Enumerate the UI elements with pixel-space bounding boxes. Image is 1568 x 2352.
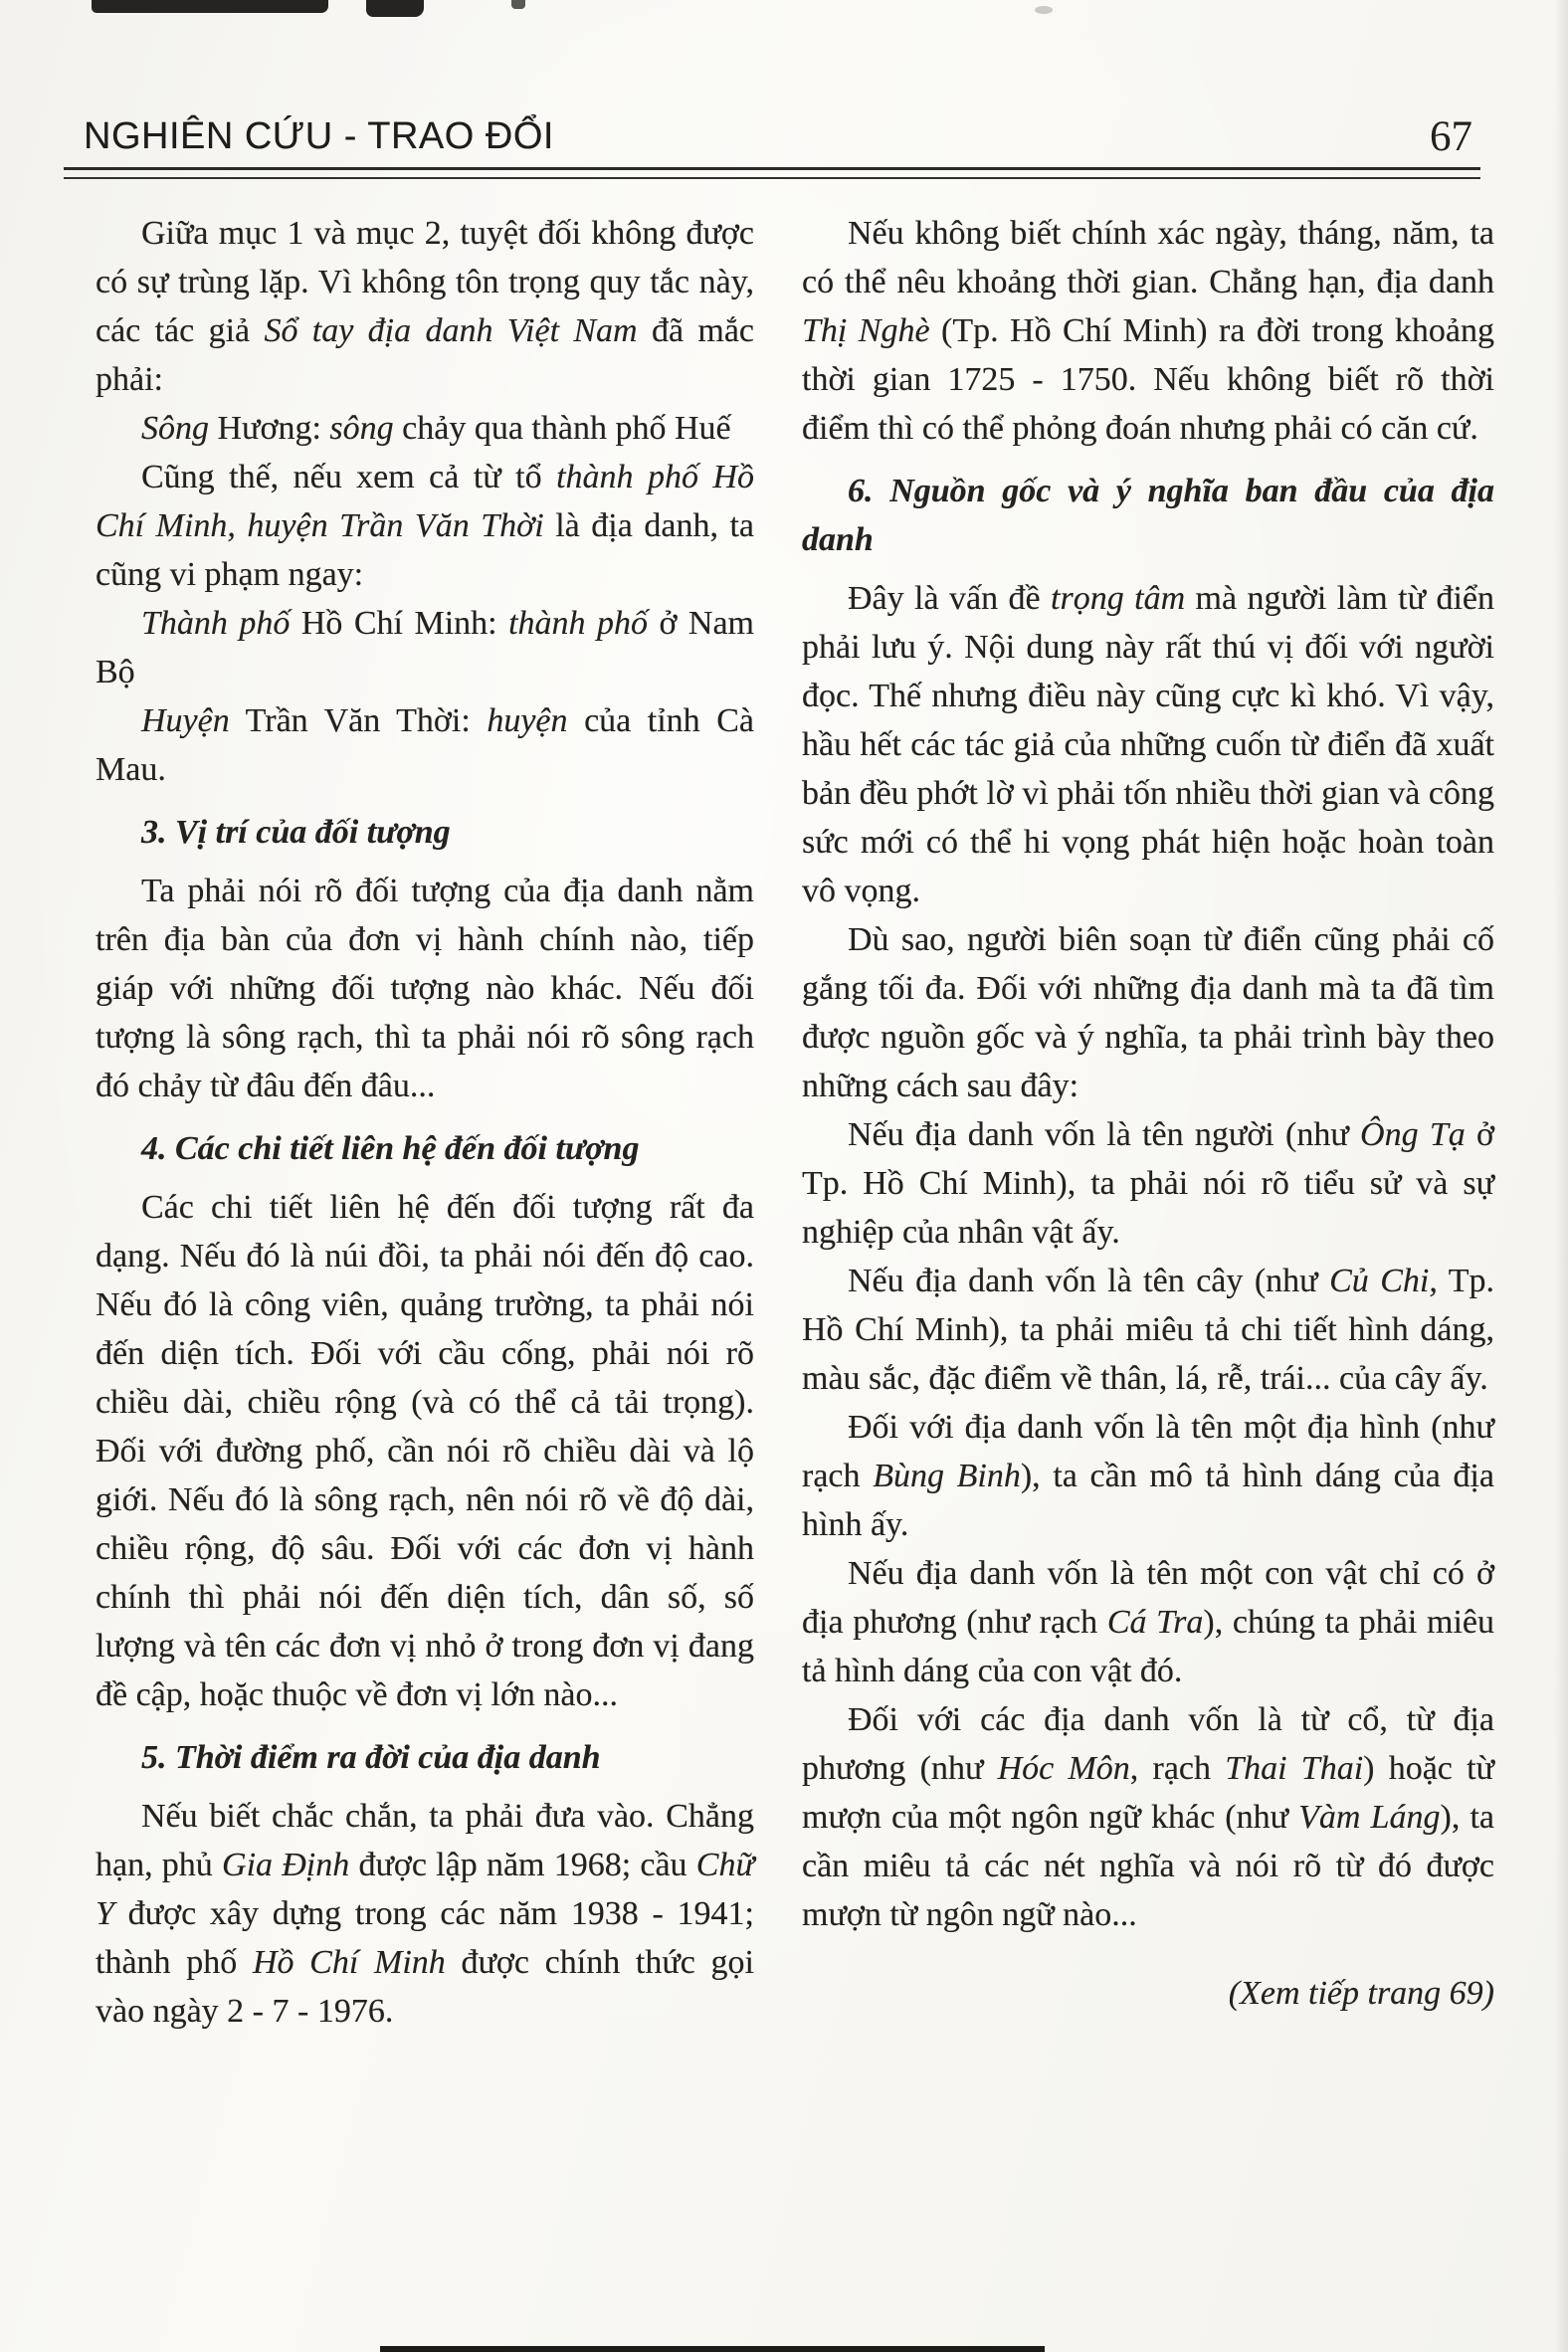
text-run: Đối với các địa danh vốn là từ cổ, từ địa phương (như bbox=[802, 1701, 1494, 1787]
paragraph bbox=[802, 1695, 1494, 1939]
text-run: 4. Các chi tiết liên hệ đến đối tượng bbox=[141, 1130, 640, 1167]
section-heading bbox=[96, 1124, 754, 1173]
italic-run: Hồ Chí Minh bbox=[252, 1944, 446, 1981]
italic-run: Củ Chi, bbox=[1329, 1263, 1438, 1299]
italic-run: Cá Tra bbox=[1106, 1604, 1204, 1641]
text-run: chảy qua thành phố Huế bbox=[393, 410, 731, 447]
italic-run: Thai Thai bbox=[1225, 1750, 1364, 1787]
scan-edge-shade bbox=[1554, 0, 1568, 2352]
text-run: đã mắc phải: bbox=[96, 312, 755, 398]
text-run: của tỉnh Cà Mau. bbox=[96, 702, 754, 788]
text-run: ở Nam Bộ bbox=[96, 605, 754, 690]
italic-run: thành phố Hồ Chí Minh, huyện Trần Văn Thời bbox=[96, 459, 754, 544]
paragraph bbox=[802, 1257, 1494, 1403]
text-run: Nếu địa danh vốn là tên cây (như bbox=[848, 1263, 1330, 1299]
text-column-left bbox=[96, 209, 754, 2036]
text-run: Đây là vấn đề bbox=[848, 580, 1052, 617]
header-rule bbox=[64, 167, 1480, 179]
italic-run: Vàm Láng bbox=[1298, 1799, 1441, 1836]
text-run: ), chúng ta phải miêu tả hình dáng của con vật đó. bbox=[802, 1604, 1494, 1689]
paragraph bbox=[96, 867, 754, 1110]
section-heading bbox=[802, 467, 1494, 564]
text-run: , rạch bbox=[1129, 1750, 1226, 1787]
paragraph bbox=[802, 1110, 1494, 1257]
text-run: Nếu biết chắc chắn, ta phải đưa vào. Chẳng hạn, phủ bbox=[96, 1798, 754, 1883]
text-run: ở Tp. Hồ Chí Minh), ta phải nói rõ tiểu sử và sự nghiệp của nhân vật ấy. bbox=[802, 1116, 1495, 1251]
italic-run: sông bbox=[329, 410, 394, 447]
text-run: Nếu địa danh vốn là tên một con vật chỉ có ở địa phương (như rạch bbox=[802, 1555, 1494, 1641]
continuation-note bbox=[802, 1969, 1494, 2018]
paragraph bbox=[96, 404, 754, 453]
italic-run: Sông bbox=[141, 410, 209, 447]
text-run: được chính thức gọi vào ngày 2 - 7 - 1976. bbox=[96, 1944, 755, 2030]
section-heading bbox=[96, 1733, 754, 1782]
italic-run: huyện bbox=[487, 702, 568, 739]
scan-artifact bbox=[92, 0, 328, 13]
text-run: Các chi tiết liên hệ đến đối tượng rất đa dạng. Nếu đó là núi đồi, ta phải nói đến độ cao. Nếu đó là công viên, quảng trường, ta phải nói đến diện tích. Đối với cầu cống, phải nói rõ chiều dài, chiều rộng (và có thể cả tải trọng). Đối với đường phố, cần nói rõ chiều dài và lộ giới. Nếu đó là sông rạch, nên nói rõ về độ dài, chiều rộng, độ sâu. Đối với các đơn vị hành chính thì phải nói đến diện tích, dân số, số lượng và tên các đơn vị nhỏ ở trong đơn vị đang đề cập, hoặc thuộc về đơn vị lớn nào... bbox=[96, 1189, 754, 1713]
paragraph bbox=[802, 1549, 1494, 1695]
text-run: Cũng thế, nếu xem cả từ tổ bbox=[141, 459, 557, 495]
text-run: 3. Vị trí của đối tượng bbox=[141, 814, 451, 851]
page-number: 67 bbox=[1430, 113, 1472, 160]
paragraph bbox=[96, 453, 754, 599]
italic-run: Chữ Y bbox=[96, 1847, 754, 1932]
italic-run: Huyện bbox=[141, 702, 230, 739]
italic-run: Bùng Binh bbox=[873, 1458, 1021, 1494]
text-run: ), ta cần mô tả hình dáng của địa hình ấy. bbox=[802, 1458, 1494, 1543]
scan-artifact bbox=[1035, 6, 1053, 14]
text-run: Hương: bbox=[209, 410, 330, 447]
text-column-right bbox=[802, 209, 1494, 2036]
text-run: Nếu không biết chính xác ngày, tháng, năm, ta có thể nêu khoảng thời gian. Chẳng hạn, địa danh bbox=[802, 215, 1494, 300]
italic-run: Thị Nghè bbox=[802, 312, 930, 349]
text-run: (Xem tiếp trang 69) bbox=[1228, 1975, 1494, 2012]
text-run: ) hoặc từ mượn của một ngôn ngữ khác (như bbox=[802, 1750, 1494, 1836]
section-heading bbox=[96, 808, 754, 857]
text-run: ), ta cần miêu tả các nét nghĩa và nói rõ từ đó được mượn từ ngôn ngữ nào... bbox=[802, 1799, 1494, 1933]
text-run: (Tp. Hồ Chí Minh) ra đời trong khoảng thời gian 1725 - 1750. Nếu không biết rõ thời điểm thì có thể phỏng đoán nhưng phải có căn cứ. bbox=[802, 312, 1495, 447]
text-run: được lập năm 1968; cầu bbox=[349, 1847, 696, 1883]
two-column-text bbox=[0, 179, 1568, 2036]
italic-run: Thành phố bbox=[141, 605, 291, 642]
text-run: Trần Văn Thời: bbox=[229, 702, 488, 739]
italic-run: trọng tâm bbox=[1051, 580, 1186, 617]
text-run: 5. Thời điểm ra đời của địa danh bbox=[141, 1739, 601, 1776]
text-run: là địa danh, ta cũng vi phạm ngay: bbox=[96, 507, 755, 593]
text-run: Dù sao, người biên soạn từ điển cũng phải cố gắng tối đa. Đối với những địa danh mà ta đã tìm được nguồn gốc và ý nghĩa, ta phải trình bày theo những cách sau đây: bbox=[802, 921, 1494, 1104]
text-run: Giữa mục 1 và mục 2, tuyệt đối không được có sự trùng lặp. Vì không tôn trọng quy tắc này, các tác giả bbox=[96, 215, 754, 349]
text-run: 6. Nguồn gốc và ý nghĩa ban đầu của địa danh bbox=[802, 473, 1494, 558]
paragraph bbox=[96, 696, 754, 794]
italic-run: Gia Định bbox=[222, 1847, 350, 1883]
paragraph bbox=[96, 209, 754, 404]
text-run: Hồ Chí Minh: bbox=[290, 605, 509, 642]
scan-artifact bbox=[380, 2346, 1045, 2352]
text-run: Đối với địa danh vốn là tên một địa hình (như rạch bbox=[802, 1409, 1494, 1494]
paragraph bbox=[802, 1403, 1494, 1549]
text-run: được xây dựng trong các năm 1938 - 1941; thành phố bbox=[96, 1895, 754, 1981]
page-header bbox=[0, 0, 1568, 158]
paragraph bbox=[802, 915, 1494, 1110]
italic-run: Hóc Môn bbox=[997, 1750, 1130, 1787]
italic-run: Sổ tay địa danh Việt Nam bbox=[264, 312, 638, 349]
paragraph bbox=[96, 599, 754, 696]
text-run: Tp. Hồ Chí Minh), ta phải miêu tả chi tiết hình dáng, màu sắc, đặc điểm về thân, lá, rễ, trái... của cây ấy. bbox=[802, 1263, 1495, 1397]
paragraph bbox=[802, 574, 1494, 915]
text-run: mà người làm từ điển phải lưu ý. Nội dung này rất thú vị đối với người đọc. Thế nhưng điều này cũng cực kì khó. Vì vậy, hầu hết các tác giả của những cuốn từ điển đã xuất bản đều phớt lờ vì phải tốn nhiều thời gian và công sức mới có thể hi vọng phát hiện hoặc hoàn toàn vô vọng. bbox=[802, 580, 1494, 909]
paragraph bbox=[96, 1792, 754, 2036]
italic-run: thành phố bbox=[508, 605, 648, 642]
italic-run: Ông Tạ bbox=[1360, 1116, 1466, 1153]
running-head: NGHIÊN CỨU - TRAO ĐỔI bbox=[84, 115, 554, 158]
text-run: Ta phải nói rõ đối tượng của địa danh nằm trên địa bàn của đơn vị hành chính nào, tiếp giáp với những đối tượng nào khác. Nếu đối tượng là sông rạch, thì ta phải nói rõ sông rạch đó chảy từ đâu đến đâu... bbox=[96, 873, 754, 1104]
scan-artifact bbox=[511, 0, 525, 9]
scan-artifact bbox=[366, 0, 424, 17]
text-run: Nếu địa danh vốn là tên người (như bbox=[848, 1116, 1361, 1153]
paragraph bbox=[96, 1183, 754, 1719]
paragraph bbox=[802, 209, 1494, 453]
